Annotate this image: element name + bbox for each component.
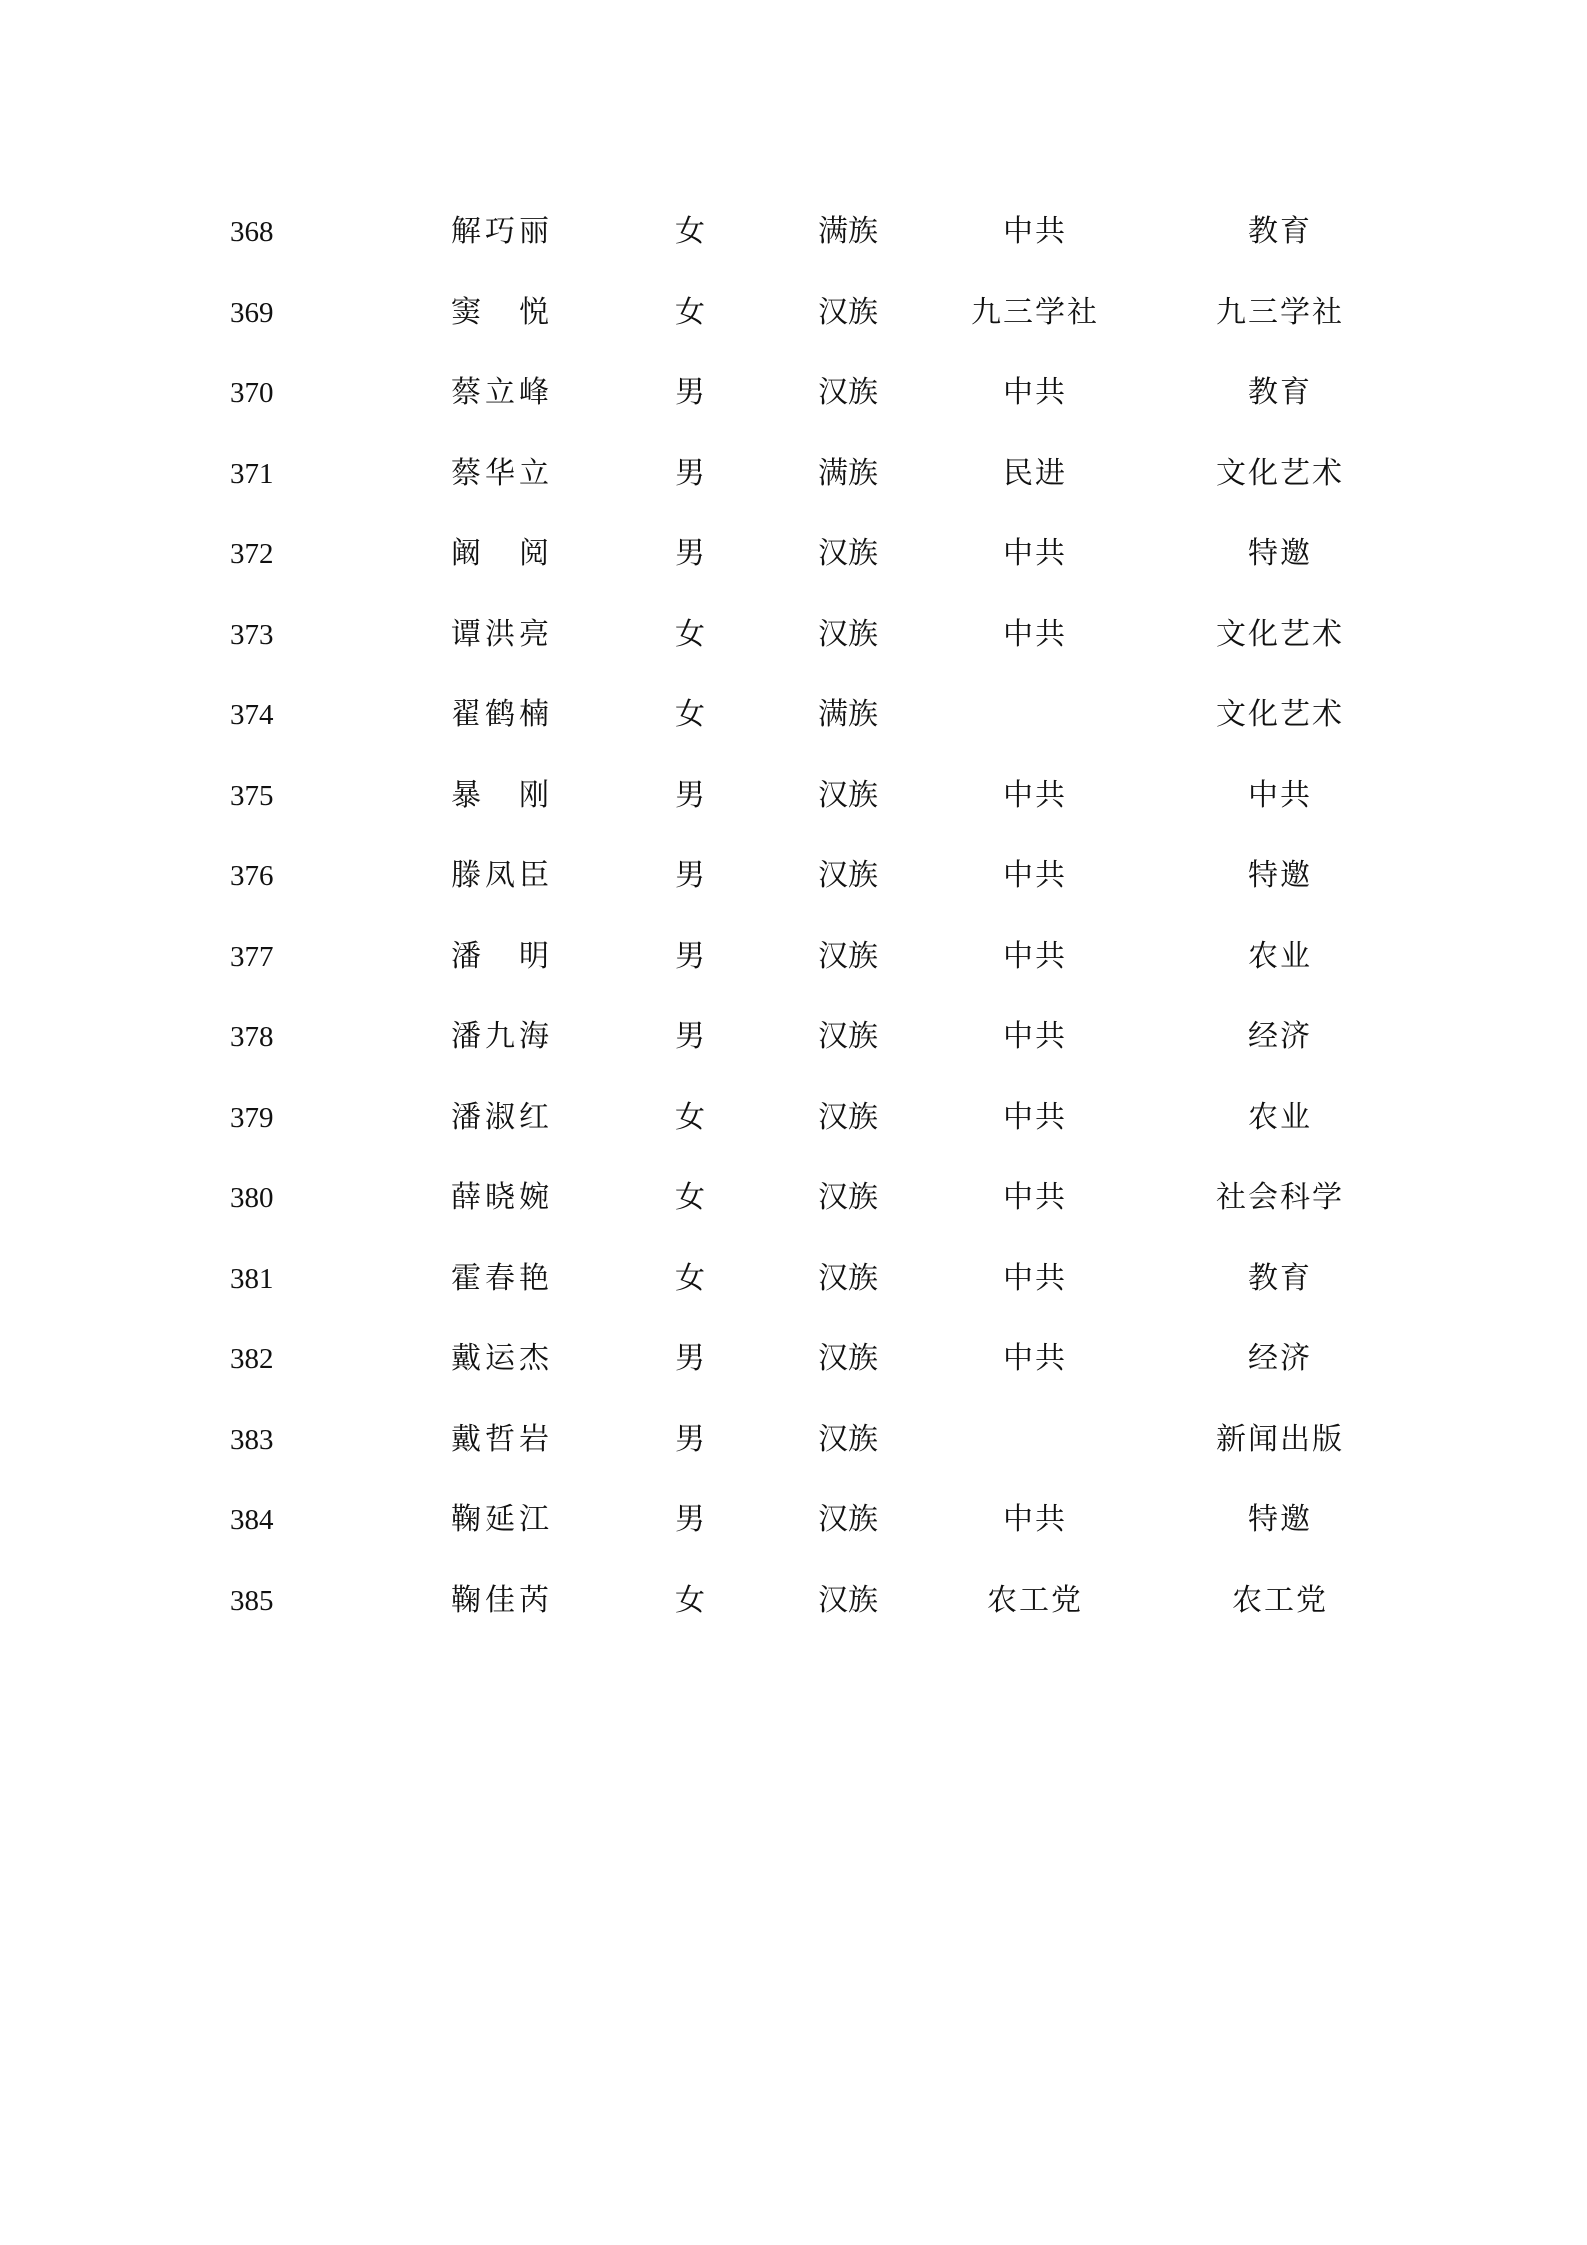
member-name: 鞠延江 xyxy=(451,1502,551,1537)
member-sector: 农业 xyxy=(1248,938,1312,974)
member-party: 中共 xyxy=(1003,1180,1067,1215)
member-gender: 女 xyxy=(675,1260,705,1296)
member-gender: 女 xyxy=(675,697,705,732)
roster-row xyxy=(0,361,1587,442)
roster-row xyxy=(0,925,1587,1006)
member-gender: 男 xyxy=(675,375,705,410)
member-sector: 教育 xyxy=(1248,214,1312,249)
member-name: 戴哲岩 xyxy=(451,1421,551,1457)
roster-row xyxy=(0,200,1587,281)
member-ethnicity: 汉族 xyxy=(818,294,878,330)
row-number: 375 xyxy=(230,779,274,812)
member-name: 鞠佳芮 xyxy=(451,1582,551,1618)
member-party: 中共 xyxy=(1003,938,1067,974)
row-number: 374 xyxy=(230,699,274,731)
member-party: 中共 xyxy=(1003,1502,1067,1537)
member-name: 暴 刚 xyxy=(451,777,551,813)
member-ethnicity: 汉族 xyxy=(818,1582,878,1618)
member-name: 滕凤臣 xyxy=(451,858,551,893)
member-gender: 男 xyxy=(675,777,705,813)
member-name: 潘九海 xyxy=(451,1019,551,1054)
member-ethnicity: 汉族 xyxy=(818,616,878,652)
row-number: 369 xyxy=(230,296,274,329)
member-gender: 男 xyxy=(675,536,705,571)
member-sector: 特邀 xyxy=(1248,536,1312,571)
member-ethnicity: 满族 xyxy=(818,455,878,491)
member-sector: 教育 xyxy=(1248,375,1312,410)
member-ethnicity: 汉族 xyxy=(818,1341,878,1376)
member-sector: 文化艺术 xyxy=(1216,455,1344,491)
member-party: 中共 xyxy=(1003,616,1067,652)
member-gender: 男 xyxy=(675,1421,705,1457)
member-sector: 社会科学 xyxy=(1216,1180,1344,1215)
row-number: 378 xyxy=(230,1021,274,1053)
member-party: 中共 xyxy=(1003,1019,1067,1054)
roster-row xyxy=(0,1408,1587,1489)
row-number: 371 xyxy=(230,457,274,490)
member-gender: 男 xyxy=(675,455,705,491)
row-number: 383 xyxy=(230,1423,274,1456)
member-name: 薛晓婉 xyxy=(451,1180,551,1215)
member-gender: 女 xyxy=(675,616,705,652)
member-ethnicity: 汉族 xyxy=(818,375,878,410)
member-gender: 男 xyxy=(675,1502,705,1537)
member-sector: 文化艺术 xyxy=(1216,616,1344,652)
member-name: 解巧丽 xyxy=(451,214,551,249)
roster-row xyxy=(0,603,1587,684)
row-number: 376 xyxy=(230,860,274,892)
row-number: 372 xyxy=(230,538,274,570)
member-gender: 男 xyxy=(675,938,705,974)
member-name: 谭洪亮 xyxy=(451,616,551,652)
roster-row xyxy=(0,844,1587,925)
member-party: 中共 xyxy=(1003,777,1067,813)
member-party: 中共 xyxy=(1003,858,1067,893)
roster-row xyxy=(0,1488,1587,1569)
member-roster xyxy=(0,200,1587,1649)
member-name: 霍春艳 xyxy=(451,1260,551,1296)
member-gender: 男 xyxy=(675,1019,705,1054)
member-ethnicity: 汉族 xyxy=(818,536,878,571)
member-ethnicity: 汉族 xyxy=(818,858,878,893)
member-ethnicity: 满族 xyxy=(818,697,878,732)
member-sector: 中共 xyxy=(1248,777,1312,813)
row-number: 368 xyxy=(230,216,274,248)
member-ethnicity: 汉族 xyxy=(818,1180,878,1215)
member-name: 潘 明 xyxy=(451,938,551,974)
member-ethnicity: 汉族 xyxy=(818,777,878,813)
member-sector: 经济 xyxy=(1248,1019,1312,1054)
roster-row xyxy=(0,522,1587,603)
member-sector: 农业 xyxy=(1248,1099,1312,1135)
member-gender: 女 xyxy=(675,1582,705,1618)
row-number: 373 xyxy=(230,618,274,651)
row-number: 379 xyxy=(230,1101,274,1134)
row-number: 370 xyxy=(230,377,274,409)
row-number: 385 xyxy=(230,1584,274,1617)
member-party: 中共 xyxy=(1003,1341,1067,1376)
member-name: 窦 悦 xyxy=(451,294,551,330)
row-number: 382 xyxy=(230,1343,274,1375)
member-name: 蔡立峰 xyxy=(451,375,551,410)
member-sector: 经济 xyxy=(1248,1341,1312,1376)
member-gender: 男 xyxy=(675,858,705,893)
member-name: 翟鹤楠 xyxy=(451,697,551,732)
member-ethnicity: 汉族 xyxy=(818,1260,878,1296)
member-party: 中共 xyxy=(1003,375,1067,410)
member-ethnicity: 满族 xyxy=(818,214,878,249)
roster-row xyxy=(0,683,1587,764)
member-party: 中共 xyxy=(1003,214,1067,249)
roster-row xyxy=(0,1166,1587,1247)
member-sector: 教育 xyxy=(1248,1260,1312,1296)
member-party xyxy=(935,683,1135,747)
member-name: 潘淑红 xyxy=(451,1099,551,1135)
roster-row xyxy=(0,1569,1587,1650)
roster-row xyxy=(0,1247,1587,1328)
member-gender: 女 xyxy=(675,294,705,330)
member-ethnicity: 汉族 xyxy=(818,1099,878,1135)
member-party: 民进 xyxy=(1003,455,1067,491)
member-party: 中共 xyxy=(1003,1099,1067,1135)
roster-row xyxy=(0,442,1587,523)
row-number: 384 xyxy=(230,1504,274,1536)
member-gender: 男 xyxy=(675,1341,705,1376)
row-number: 380 xyxy=(230,1182,274,1214)
member-ethnicity: 汉族 xyxy=(818,938,878,974)
roster-row xyxy=(0,764,1587,845)
member-ethnicity: 汉族 xyxy=(818,1421,878,1457)
member-gender: 女 xyxy=(675,1099,705,1135)
roster-row xyxy=(0,1327,1587,1408)
member-party: 九三学社 xyxy=(971,294,1099,330)
member-gender: 女 xyxy=(675,1180,705,1215)
member-party: 农工党 xyxy=(987,1582,1083,1618)
member-party: 中共 xyxy=(1003,536,1067,571)
member-ethnicity: 汉族 xyxy=(818,1019,878,1054)
member-name: 戴运杰 xyxy=(451,1341,551,1376)
member-party xyxy=(935,1408,1135,1472)
row-number: 381 xyxy=(230,1262,274,1295)
member-sector: 新闻出版 xyxy=(1216,1421,1344,1457)
member-sector: 农工党 xyxy=(1232,1582,1328,1618)
roster-row xyxy=(0,1005,1587,1086)
member-sector: 文化艺术 xyxy=(1216,697,1344,732)
roster-row xyxy=(0,1086,1587,1167)
member-gender: 女 xyxy=(675,214,705,249)
member-sector: 特邀 xyxy=(1248,1502,1312,1537)
member-ethnicity: 汉族 xyxy=(818,1502,878,1537)
member-party: 中共 xyxy=(1003,1260,1067,1296)
member-name: 阚 阅 xyxy=(451,536,551,571)
member-sector: 特邀 xyxy=(1248,858,1312,893)
member-sector: 九三学社 xyxy=(1216,294,1344,330)
member-name: 蔡华立 xyxy=(451,455,551,491)
row-number: 377 xyxy=(230,940,274,973)
roster-row xyxy=(0,281,1587,362)
